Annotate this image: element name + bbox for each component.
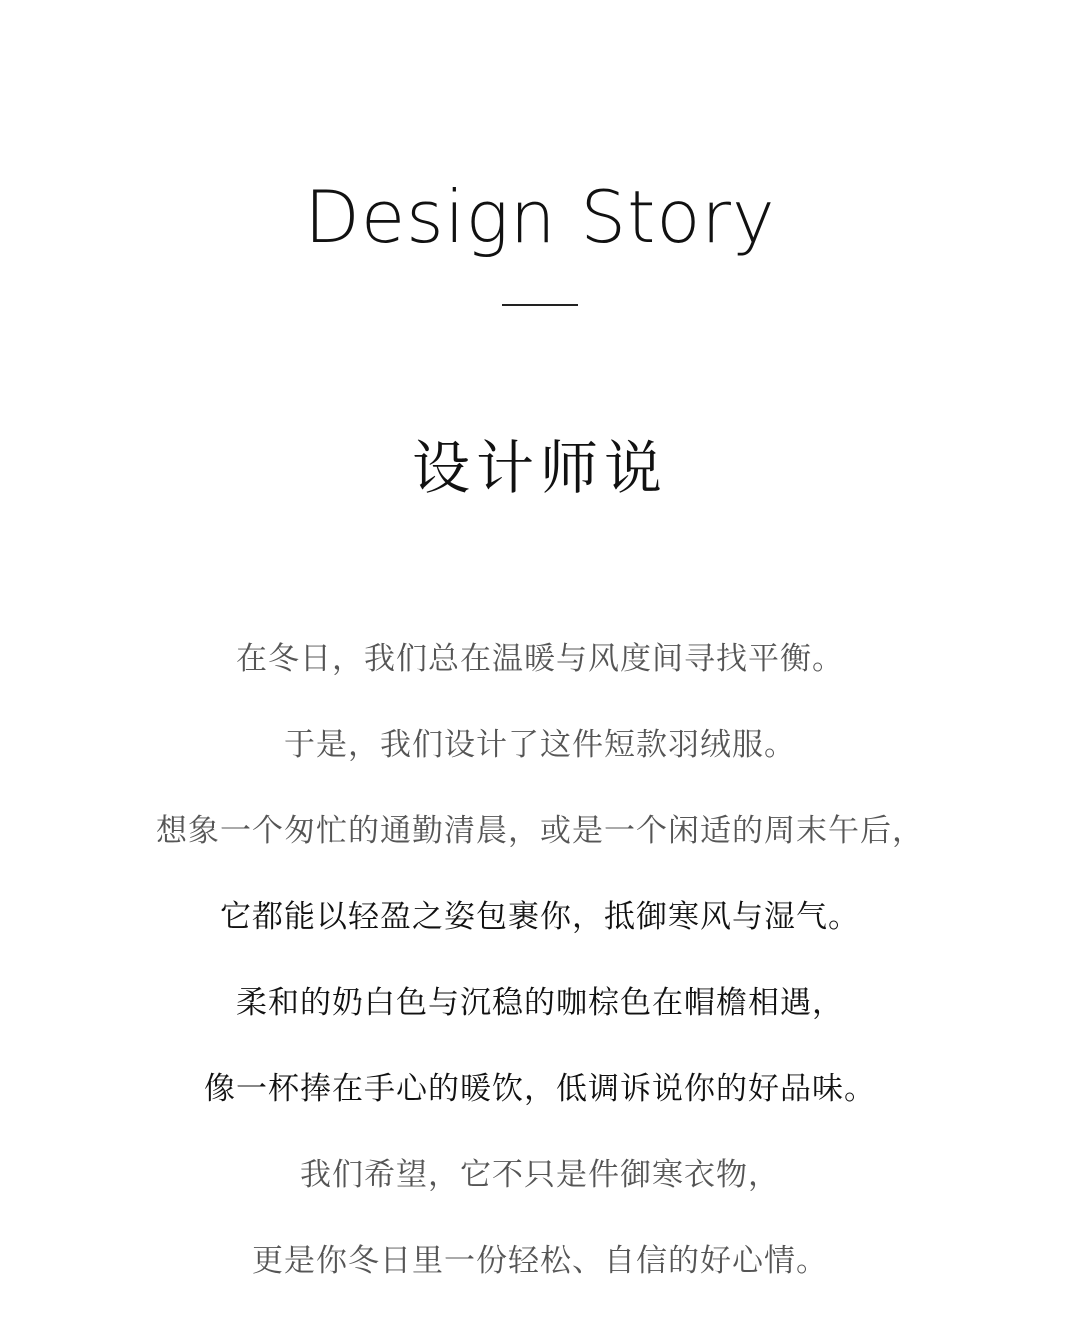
story-line-5: 柔和的奶白色与沉稳的咖棕色在帽檐相遇，: [236, 985, 844, 1021]
story-line-4: 它都能以轻盈之姿包裹你，抵御寒风与湿气。: [220, 899, 860, 935]
story-line-6: 像一杯捧在手心的暖饮，低调诉说你的好品味。: [204, 1071, 876, 1107]
story-line-8: 更是你冬日里一份轻松、自信的好心情。: [252, 1243, 828, 1279]
story-line-7: 我们希望，它不只是件御寒衣物，: [300, 1157, 780, 1193]
story-line-3: 想象一个匆忙的通勤清晨，或是一个闲适的周末午后，: [156, 813, 924, 849]
story-text: [0, 635, 1080, 1323]
english-title: Design Story: [304, 175, 776, 259]
chinese-title: 设计师说: [411, 434, 668, 502]
title-divider: [502, 304, 578, 306]
story-line-1: 在冬日，我们总在温暖与风度间寻找平衡。: [236, 641, 844, 677]
story-line-2: 于是，我们设计了这件短款羽绒服。: [284, 727, 796, 763]
